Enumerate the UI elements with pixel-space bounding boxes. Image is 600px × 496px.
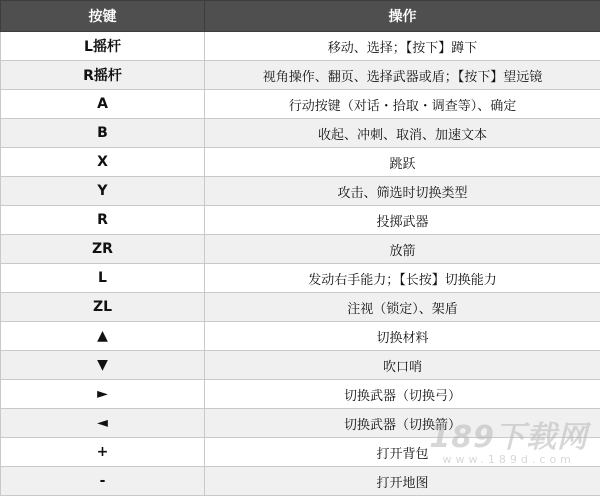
table-row [1, 206, 600, 235]
header-key: 按键 [1, 1, 205, 32]
key-cell: Y [1, 177, 205, 206]
action-cell: 放箭 [205, 235, 600, 264]
action-cell: 移动、选择；【按下】蹲下 [205, 32, 600, 61]
action-cell: 打开背包 [205, 438, 600, 467]
watermark-url: www.189d.com [442, 454, 574, 466]
key-cell: R [1, 206, 205, 235]
action-cell: 视角操作、翻页、选择武器或盾；【按下】望远镜 [205, 61, 600, 90]
action-cell: 打开地图 [205, 467, 600, 496]
action-cell: 投掷武器 [205, 206, 600, 235]
action-cell: 行动按键（对话・拾取・调查等）、确定 [205, 90, 600, 119]
action-cell: 切换武器（切换箭） [205, 409, 600, 438]
table-row [1, 90, 600, 119]
table-row [1, 351, 600, 380]
action-cell: 注视（锁定）、架盾 [205, 293, 600, 322]
key-cell: A [1, 90, 205, 119]
key-cell: + [1, 438, 205, 467]
table-header-row [1, 1, 600, 32]
action-cell: 收起、冲刺、取消、加速文本 [205, 119, 600, 148]
table-row [1, 438, 600, 467]
key-cell: ◄ [1, 409, 205, 438]
key-cell: X [1, 148, 205, 177]
key-cell: ▲ [1, 322, 205, 351]
key-cell: B [1, 119, 205, 148]
action-cell: 跳跃 [205, 148, 600, 177]
action-cell: 发动右手能力；【长按】切换能力 [205, 264, 600, 293]
key-cell: ZR [1, 235, 205, 264]
action-cell: 攻击、筛选时切换类型 [205, 177, 600, 206]
action-cell: 吹口哨 [205, 351, 600, 380]
action-cell: 切换材料 [205, 322, 600, 351]
action-cell: 切换武器（切换弓） [205, 380, 600, 409]
key-cell: L [1, 264, 205, 293]
table-row [1, 380, 600, 409]
table-row [1, 264, 600, 293]
key-cell: - [1, 467, 205, 496]
table-row [1, 148, 600, 177]
table-row [1, 32, 600, 61]
table-row [1, 467, 600, 496]
key-cell: ► [1, 380, 205, 409]
key-cell: ▼ [1, 351, 205, 380]
table-row [1, 409, 600, 438]
key-cell: L摇杆 [1, 32, 205, 61]
table-row [1, 177, 600, 206]
header-action: 操作 [205, 1, 600, 32]
watermark-logo-text: 189下载网 [429, 422, 588, 454]
table-row [1, 119, 600, 148]
table-row [1, 293, 600, 322]
table-row [1, 322, 600, 351]
key-cell: R摇杆 [1, 61, 205, 90]
key-cell: ZL [1, 293, 205, 322]
table-row [1, 235, 600, 264]
table-row [1, 61, 600, 90]
